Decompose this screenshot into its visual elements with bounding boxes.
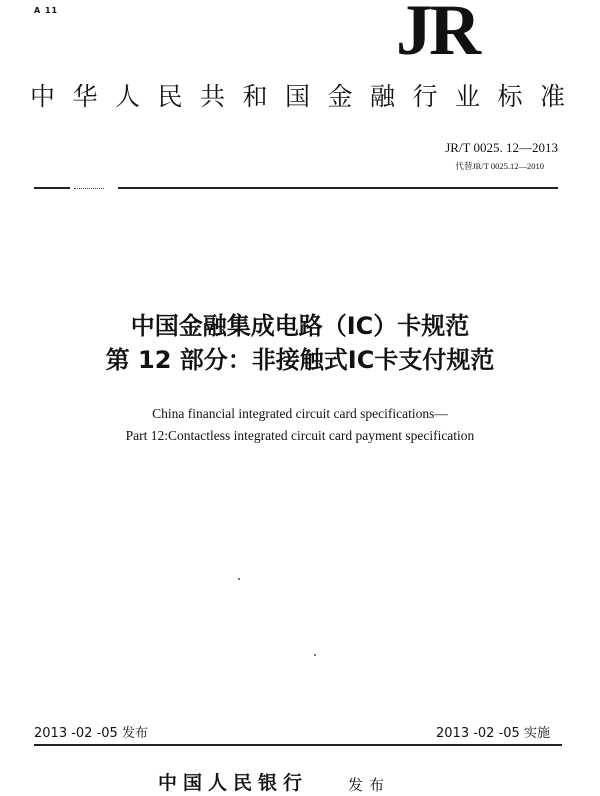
implementation-date: 2013 -02 -05 实施 [436,726,550,741]
header-rule-dots [74,186,104,189]
ics-code: A 11 [34,6,59,15]
header-rule-left [34,187,70,189]
issue-label: 发布 [348,776,391,794]
standard-number: JR/T 0025. 12—2013 [445,140,558,155]
english-title-line-1: China financial integrated circuit card specifications— [152,406,448,421]
footer-rule [34,744,562,746]
issuer-name: 中国人民银行 [158,772,309,794]
replaces-standard: 代替JR/T 0025.12—2010 [455,161,544,171]
header-rule [118,187,558,189]
chinese-title-line-1: 中国金融集成电路（IC）卡规范 [130,312,470,340]
standard-type: 中华人民共和国金融行业标准 [30,82,583,111]
issue-date: 2013 -02 -05 发布 [34,726,148,741]
jr-logo: JR [396,0,478,70]
scan-speck [314,654,316,656]
scan-speck [238,578,240,580]
chinese-title-line-2: 第 12 部分：非接触式IC卡支付规范 [105,346,495,374]
english-title-line-2: Part 12:Contactless integrated circuit card payment specification [125,428,475,443]
